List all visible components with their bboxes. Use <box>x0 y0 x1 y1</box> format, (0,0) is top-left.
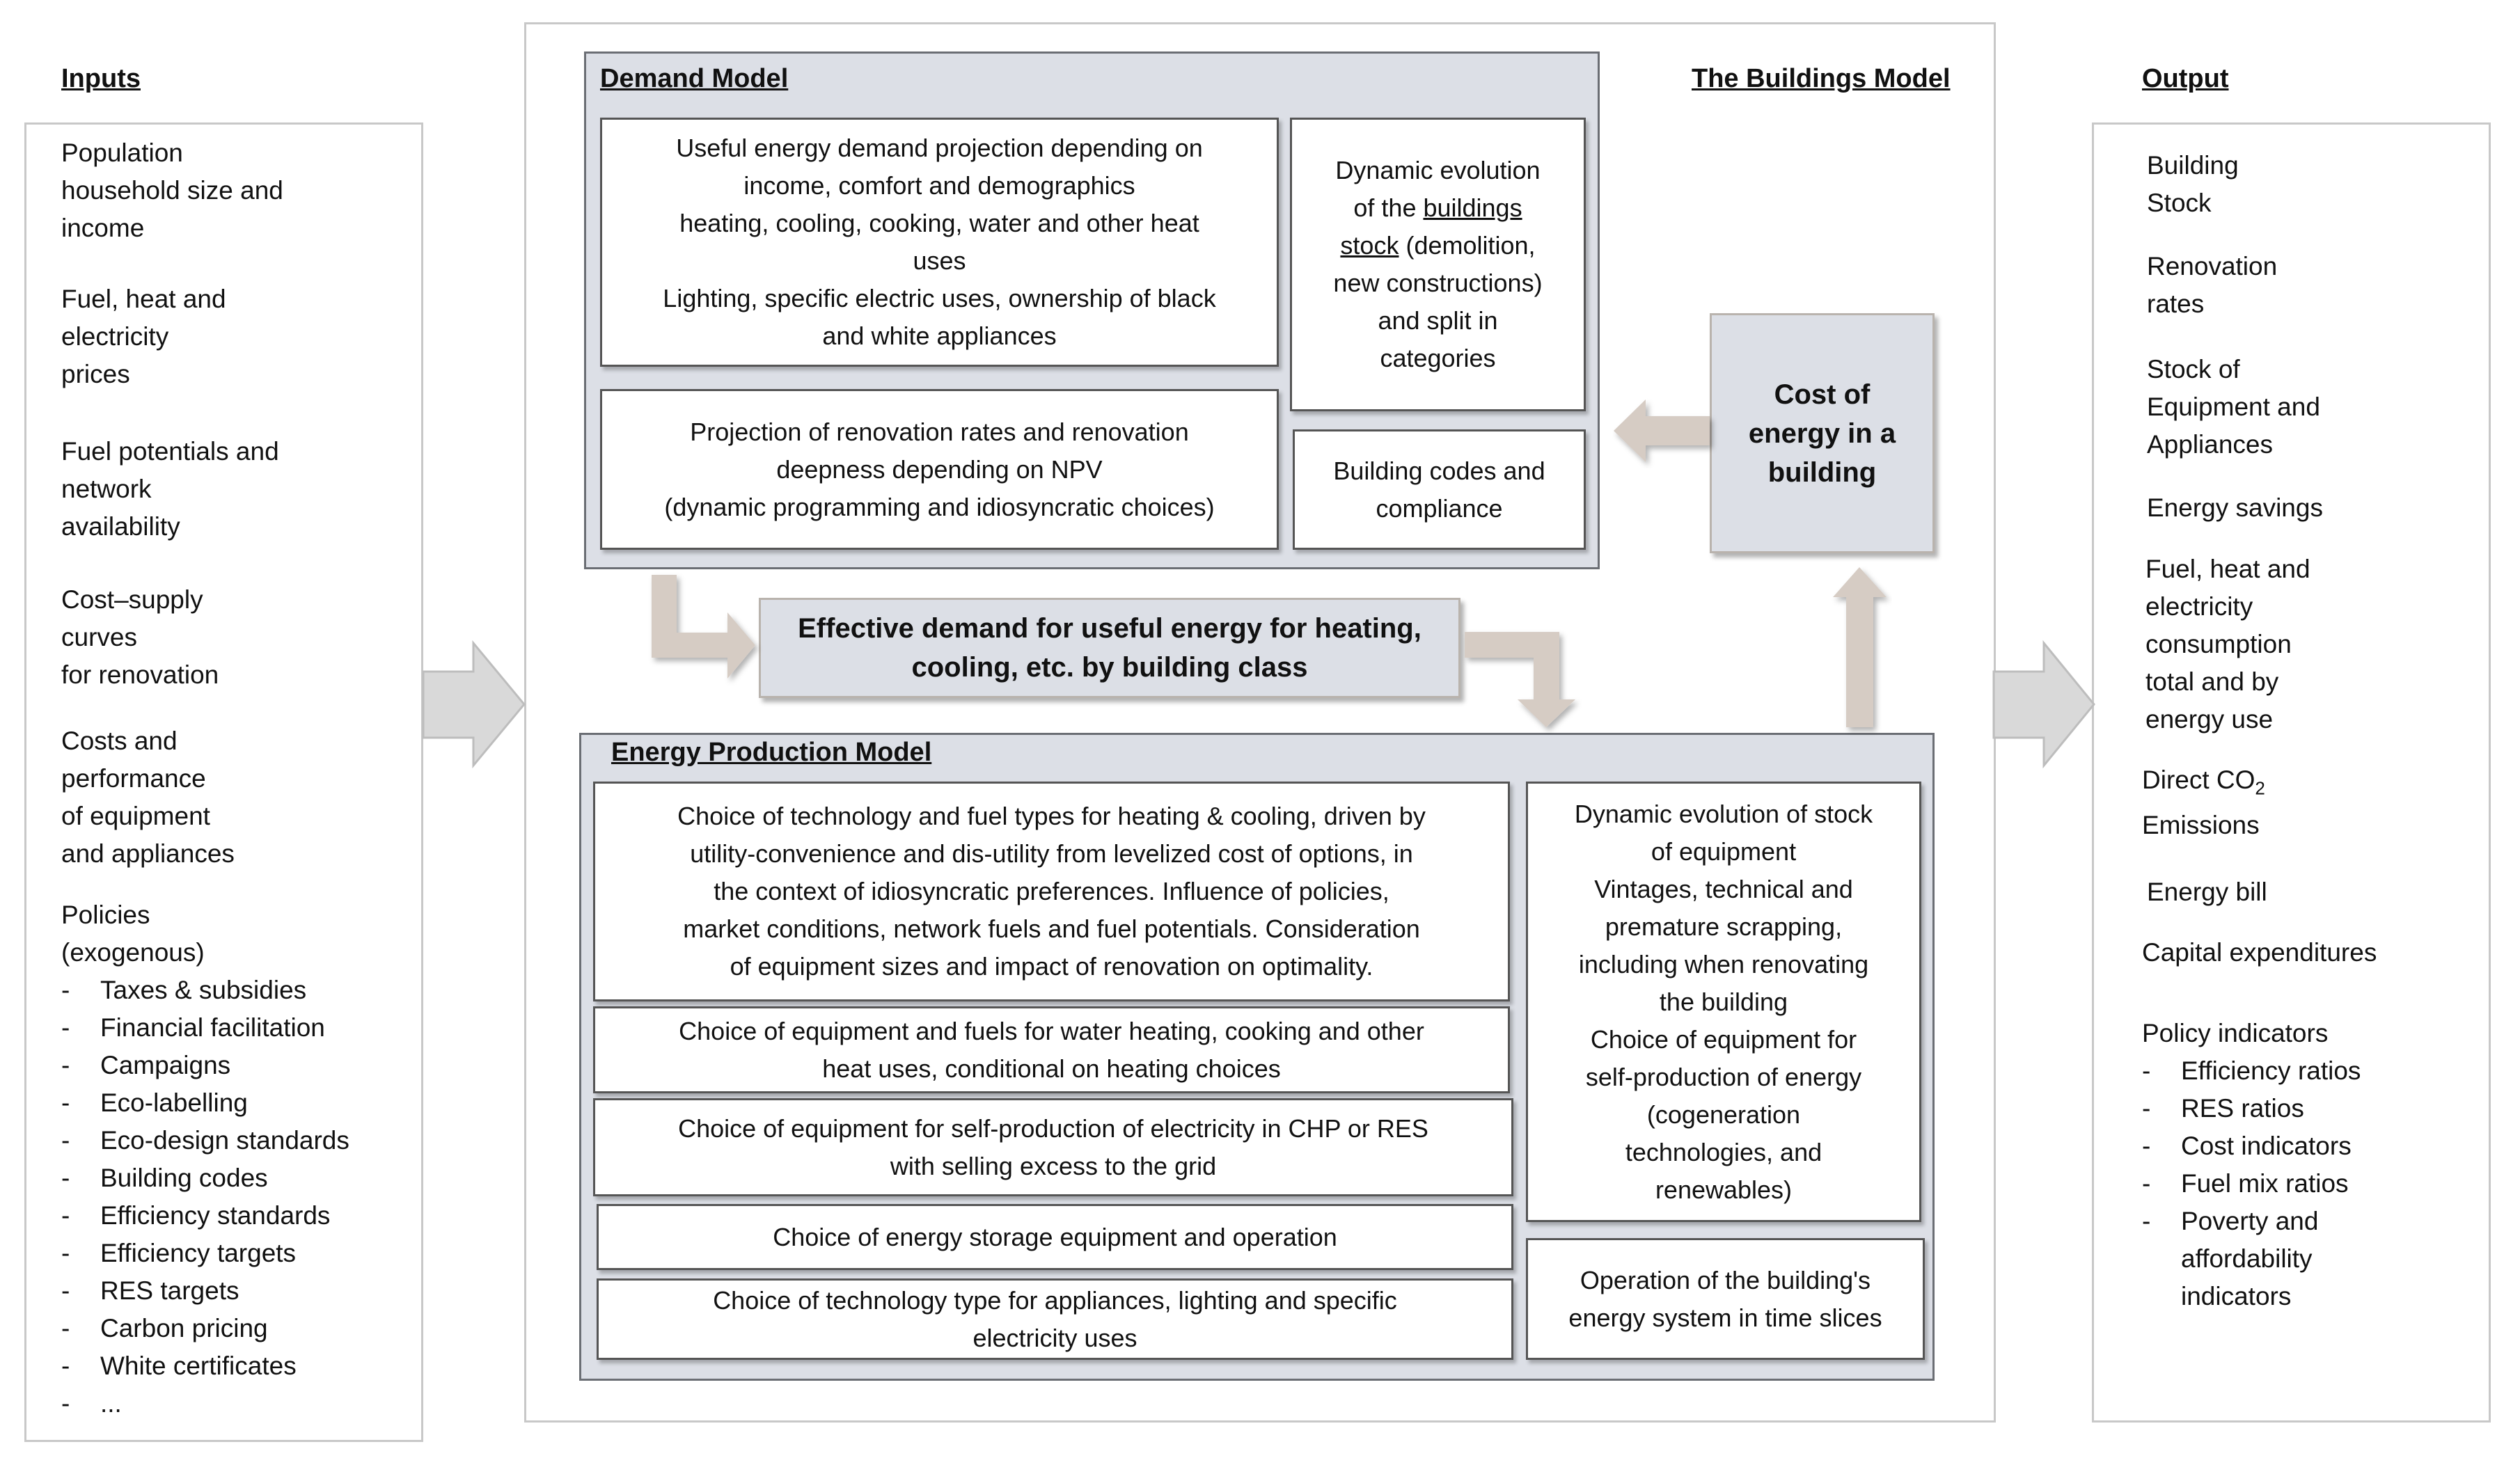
policy-label: Taxes & subsidies <box>100 976 307 1004</box>
policy-item <box>61 1235 349 1272</box>
output-policy-title: Policy indicators <box>2142 1019 2329 1047</box>
policy-label: Carbon pricing <box>100 1314 268 1342</box>
policy-indicator-label: RES ratios <box>2181 1094 2304 1123</box>
policy-indicator-label: Poverty and affordability indicators <box>2181 1207 2319 1310</box>
policy-indicator-label: Efficiency ratios <box>2181 1056 2361 1085</box>
input-fuel-potentials: Fuel potentials and network availability <box>61 437 279 541</box>
dynamic-evolution-text-post: (demolition, new constructions) and split in categories <box>1333 231 1543 372</box>
policy-label: White certificates <box>100 1352 297 1380</box>
output-energy-bill: Energy bill <box>2147 878 2267 906</box>
output-equipment-stock: Stock of Equipment and Appliances <box>2147 355 2320 459</box>
cost-of-energy-box: Cost of energy in a building <box>1710 313 1935 553</box>
policy-label: Eco-design standards <box>100 1126 349 1155</box>
policy-indicator-item <box>2142 1090 2361 1127</box>
policy-indicator-item <box>2142 1165 2361 1203</box>
dash: - <box>61 1164 70 1192</box>
policy-label: Campaigns <box>100 1051 231 1079</box>
buildings-model-title: The Buildings Model <box>1692 64 1951 93</box>
co2-subscript: 2 <box>2255 777 2265 799</box>
policy-indicator-item <box>2142 1203 2361 1315</box>
policy-label: Eco-labelling <box>100 1088 248 1117</box>
dash: - <box>2142 1132 2151 1160</box>
dash: - <box>61 1239 70 1267</box>
output-title: Output <box>2142 64 2229 93</box>
water-heating-box: Choice of equipment and fuels for water heating, cooking and other heat uses, conditional on heating choices <box>593 1006 1510 1093</box>
output-arrow-icon <box>1994 643 2094 766</box>
useful-energy-box: Useful energy demand projection depending on income, comfort and demographics heating, cooling, cooking, water and other heat uses Lighting, specific electric uses, ownership of black and white appliances <box>600 118 1279 367</box>
demand-model-title: Demand Model <box>600 64 789 93</box>
policy-item <box>61 1047 349 1084</box>
input-policies: Policies (exogenous) <box>61 901 205 967</box>
dash: - <box>2142 1094 2151 1123</box>
policy-label: Efficiency standards <box>100 1201 331 1230</box>
input-population: Population household size and income <box>61 138 283 242</box>
dash: - <box>61 1276 70 1305</box>
dash: - <box>61 976 70 1004</box>
emissions-label: Emissions <box>2142 811 2260 840</box>
dash: - <box>61 1013 70 1042</box>
dash: - <box>61 1088 70 1117</box>
dash: - <box>61 1051 70 1079</box>
output-capex: Capital expenditures <box>2142 938 2377 967</box>
input-cost-supply: Cost–supply curves for renovation <box>61 585 219 689</box>
renovation-box: Projection of renovation rates and renovation deepness depending on NPV (dynamic programming and idiosyncratic choices) <box>600 389 1279 550</box>
dash: - <box>2142 1169 2151 1198</box>
policy-indicator-item <box>2142 1127 2361 1165</box>
storage-box: Choice of energy storage equipment and operation <box>597 1204 1513 1270</box>
policy-item <box>61 1009 349 1047</box>
policy-item <box>61 1385 349 1423</box>
output-policy-list <box>2142 1052 2361 1315</box>
policy-indicator-label: Cost indicators <box>2181 1132 2352 1160</box>
dash: - <box>61 1389 70 1418</box>
buildings-stock-text: buildings stock <box>1340 193 1522 260</box>
policy-item <box>61 1272 349 1310</box>
policy-label: Efficiency targets <box>100 1239 297 1267</box>
inputs-title: Inputs <box>61 64 141 93</box>
policy-label: Building codes <box>100 1164 268 1192</box>
tech-choice-box: Choice of technology and fuel types for heating & cooling, driven by utility-convenience and dis-utility from levelized cost of options, in the context of idiosyncratic preferences. Influence of policies, market conditions, network fuels and fuel potentials. Consideration of equipment sizes and impact of renovation on optimality. <box>593 782 1510 1001</box>
dash: - <box>61 1314 70 1342</box>
dash: - <box>2142 1056 2151 1085</box>
policy-label: Financial facilitation <box>100 1013 325 1042</box>
policy-indicator-label: Fuel mix ratios <box>2181 1169 2349 1198</box>
dash: - <box>2142 1207 2151 1235</box>
policy-label: ... <box>100 1389 122 1418</box>
output-consumption: Fuel, heat and electricity consumption total and by energy use <box>2145 555 2310 734</box>
output-renovation-rates: Renovation rates <box>2147 252 2278 318</box>
dynamic-evolution-box <box>1290 118 1586 411</box>
co2-label: Direct CO <box>2142 766 2255 794</box>
dash: - <box>61 1201 70 1230</box>
policy-item <box>61 1084 349 1122</box>
output-building-stock: Building Stock <box>2147 151 2239 217</box>
production-model-title: Energy Production Model <box>611 738 932 767</box>
policy-item <box>61 1347 349 1385</box>
policy-item <box>61 1310 349 1347</box>
self-production-box: Choice of equipment for self-production of electricity in CHP or RES with selling excess to the grid <box>593 1098 1513 1196</box>
policies-list <box>61 972 349 1423</box>
policy-label: RES targets <box>100 1276 239 1305</box>
policy-item <box>61 972 349 1009</box>
policy-item <box>61 1159 349 1197</box>
dash: - <box>61 1352 70 1380</box>
dynamic-stock-box: Dynamic evolution of stock of equipment Vintages, technical and premature scrapping, including when renovating the building Choice of equipment for self-production of energy (cogeneration technologies, and renewables) <box>1526 782 1921 1222</box>
policy-item <box>61 1197 349 1235</box>
policy-item <box>61 1122 349 1159</box>
dynamic-evolution-text-pre: Dynamic evolution of the <box>1335 156 1541 222</box>
output-co2 <box>2142 761 2265 844</box>
input-arrow-icon <box>423 643 524 766</box>
appliances-box: Choice of technology type for appliances, lighting and specific electricity uses <box>597 1278 1513 1360</box>
building-codes-box: Building codes and compliance <box>1293 429 1586 550</box>
operation-box: Operation of the building's energy system in time slices <box>1526 1238 1925 1360</box>
policy-indicator-item <box>2142 1052 2361 1090</box>
effective-demand-box: Effective demand for useful energy for heating, cooling, etc. by building class <box>759 598 1460 698</box>
dash: - <box>61 1126 70 1155</box>
output-energy-savings: Energy savings <box>2147 493 2323 522</box>
input-costs-performance: Costs and performance of equipment and appliances <box>61 727 235 868</box>
input-prices: Fuel, heat and electricity prices <box>61 285 226 388</box>
